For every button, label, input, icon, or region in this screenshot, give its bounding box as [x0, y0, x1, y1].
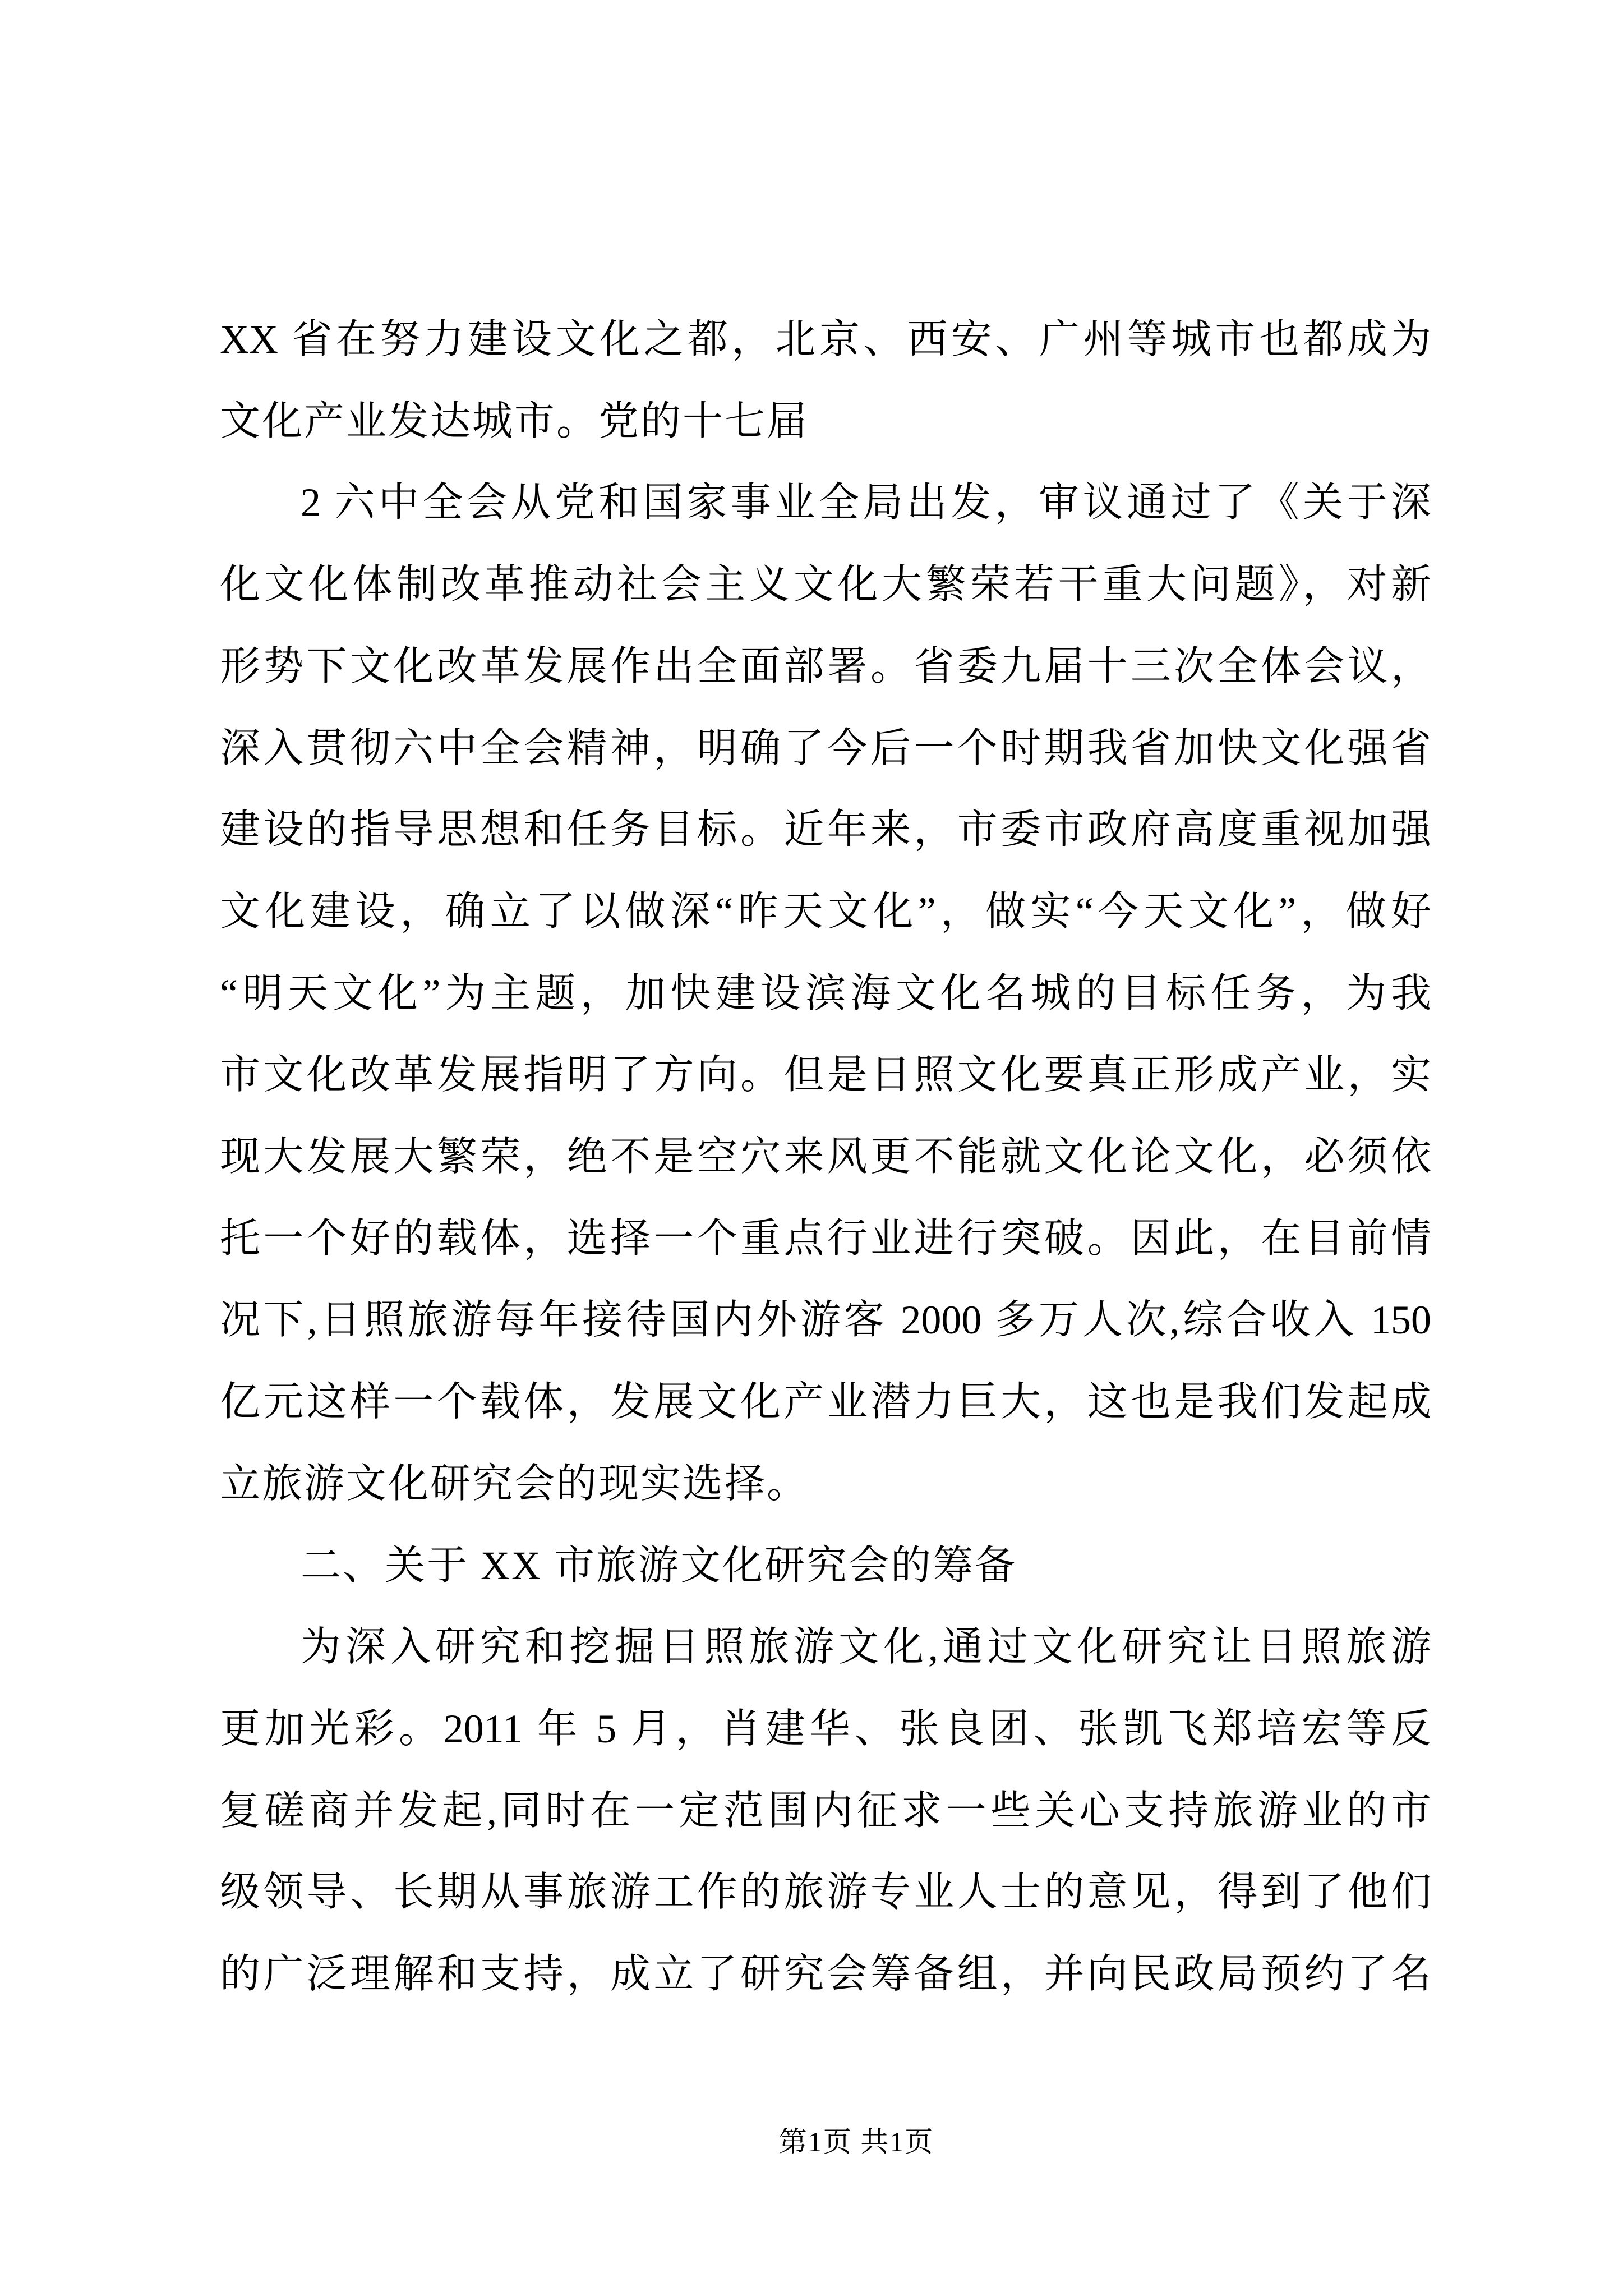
- text-line: 托一个好的载体，选择一个重点行业进行突破。因此，在目前情: [220, 1216, 1431, 1261]
- section-heading: 二、关于 XX 市旅游文化研究会的筹备: [301, 1543, 1017, 1588]
- text-line: XX 省在努力建设文化之都，北京、西安、广州等城市也都成为: [220, 317, 1431, 362]
- text-line: 级领导、长期从事旅游工作的旅游专业人士的意见，得到了他们: [220, 1870, 1431, 1915]
- text-line: 化文化体制改革推动社会主义文化大繁荣若干重大问题》，对新: [220, 562, 1431, 608]
- text-line: 复磋商并发起,同时在一定范围内征求一些关心支持旅游业的市: [220, 1788, 1431, 1833]
- page-number: 第1页 共1页: [778, 2126, 934, 2157]
- text-line: 形势下文化改革发展作出全面部署。省委九届十三次全体会议，: [220, 643, 1431, 689]
- text-line: 为深入研究和挖掘日照旅游文化,通过文化研究让日照旅游: [301, 1625, 1431, 1670]
- text-line: 文化产业发达城市。党的十七届: [220, 398, 809, 444]
- document-body: [220, 299, 1431, 2016]
- text-line: 文化建设，确立了以做深“昨天文化”，做实“今天文化”，做好: [220, 889, 1431, 934]
- text-line: 的广泛理解和支持，成立了研究会筹备组，并向民政局预约了名: [220, 1952, 1431, 1997]
- text-line: “明天文化”为主题，加快建设滨海文化名城的目标任务，为我: [220, 970, 1431, 1016]
- text-line: 2 六中全会从党和国家事业全局出发，审议通过了《关于深: [301, 480, 1431, 526]
- text-line: 亿元这样一个载体，发展文化产业潜力巨大，这也是我们发起成: [220, 1379, 1431, 1425]
- text-line: 深入贯彻六中全会精神，明确了今后一个时期我省加快文化强省: [220, 725, 1431, 771]
- text-line: 况下,日照旅游每年接待国内外游客 2000 多万人次,综合收入 150: [220, 1297, 1431, 1343]
- text-line: 建设的指导思想和任务目标。近年来，市委市政府高度重视加强: [220, 807, 1431, 853]
- text-line: 市文化改革发展指明了方向。但是日照文化要真正形成产业，实: [220, 1052, 1431, 1098]
- text-line: 现大发展大繁荣，绝不是空穴来风更不能就文化论文化，必须依: [220, 1134, 1431, 1180]
- text-line: 立旅游文化研究会的现实选择。: [220, 1461, 809, 1506]
- text-line: 更加光彩。2011 年 5 月，肖建华、张良团、张凯飞郑培宏等反: [220, 1706, 1431, 1751]
